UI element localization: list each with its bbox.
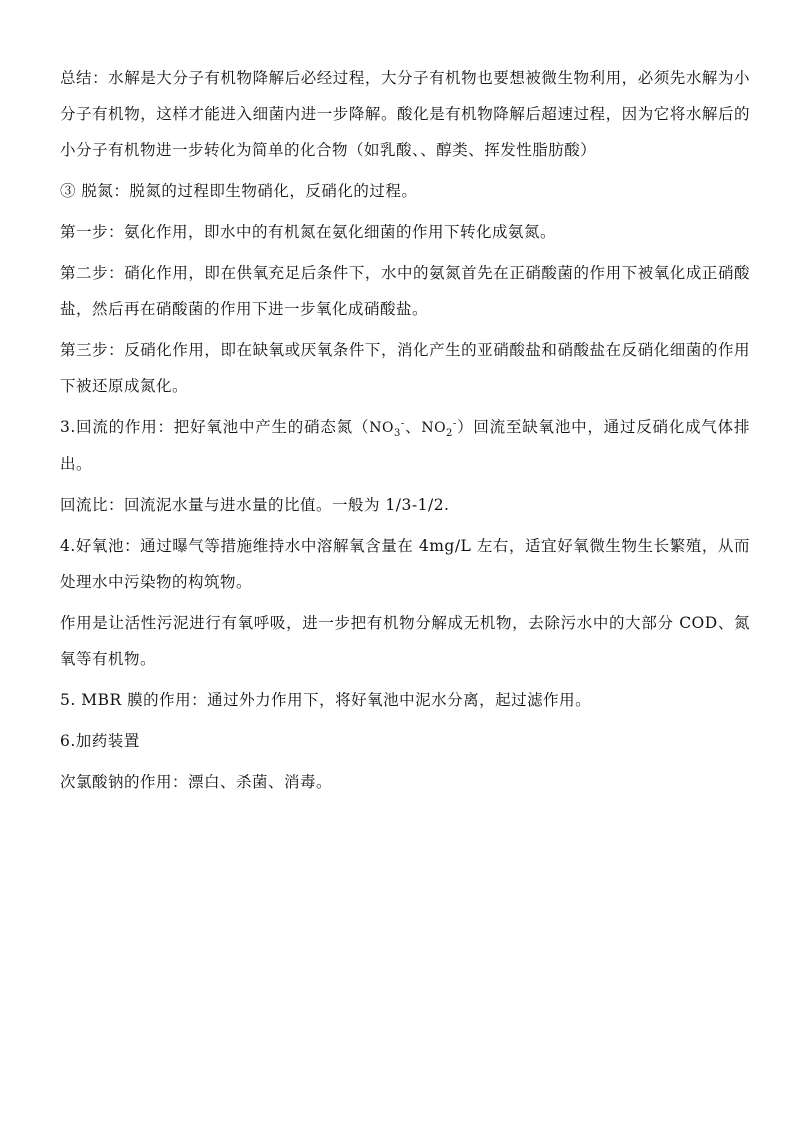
nitrite-formula: $NO_2^-$ bbox=[421, 418, 457, 439]
step-three-paragraph: 第三步：反硝化作用，即在缺氧或厌氧条件下，消化产生的亚硝酸盐和硝酸盐在反硝化细菌的作用下被还原成氮化。 bbox=[60, 341, 750, 395]
denitrification-heading: ③ 脱氮：脱氮的过程即生物硝化，反硝化的过程。 bbox=[60, 182, 418, 200]
formula-separator: 、 bbox=[404, 418, 422, 436]
dosing-heading: 6.加药装置 bbox=[60, 732, 140, 750]
reflux-ratio-paragraph: 回流比：回流泥水量与进水量的比值。一般为 1/3-1/2. bbox=[60, 496, 450, 514]
reflux-prefix: 3.回流的作用：把好氧池中产生的硝态氮（ bbox=[60, 418, 370, 436]
reflux-paragraph bbox=[60, 409, 750, 482]
summary-paragraph: 总结：水解是大分子有机物降解后必经过程，大分子有机物也要想被微生物利用，必须先水解为小分子有机物，这样才能进入细菌内进一步降解。酸化是有机物降解后超速过程，因为它将水解后的小分子有机物进一步转化为简单的化合物（如乳酸、、醇类、挥发性脂肪酸） bbox=[60, 69, 750, 159]
step-one-paragraph: 第一步：氨化作用，即水中的有机氮在氨化细菌的作用下转化成氨氮。 bbox=[60, 223, 557, 241]
document-page bbox=[60, 60, 750, 805]
mbr-paragraph: 5. MBR 膜的作用：通过外力作用下，将好氧池中泥水分离，起过滤作用。 bbox=[60, 691, 592, 709]
step-two-paragraph: 第二步：硝化作用，即在供氧充足后条件下，水中的氨氮首先在正硝酸菌的作用下被氧化成正硝酸盐，然后再在硝酸菌的作用下进一步氧化成硝酸盐。 bbox=[60, 264, 750, 318]
nitrate-formula: $NO_3^-$ bbox=[369, 418, 405, 439]
aerobic-tank-paragraph: 4.好氧池：通过曝气等措施维持水中溶解氧含量在 4mg/L 左右，适宜好氧微生物生长繁殖，从而处理水中污染物的构筑物。 bbox=[60, 537, 750, 591]
hypochlorite-paragraph: 次氯酸钠的作用：漂白、杀菌、消毒。 bbox=[60, 773, 333, 791]
reflux-suffix: ）回流至缺氧池中，通过反硝化成气体排出。 bbox=[60, 418, 750, 473]
aerobic-function-paragraph: 作用是让活性污泥进行有氧呼吸，进一步把有机物分解成无机物，去除污水中的大部分 COD、氮氧等有机物。 bbox=[60, 614, 750, 668]
